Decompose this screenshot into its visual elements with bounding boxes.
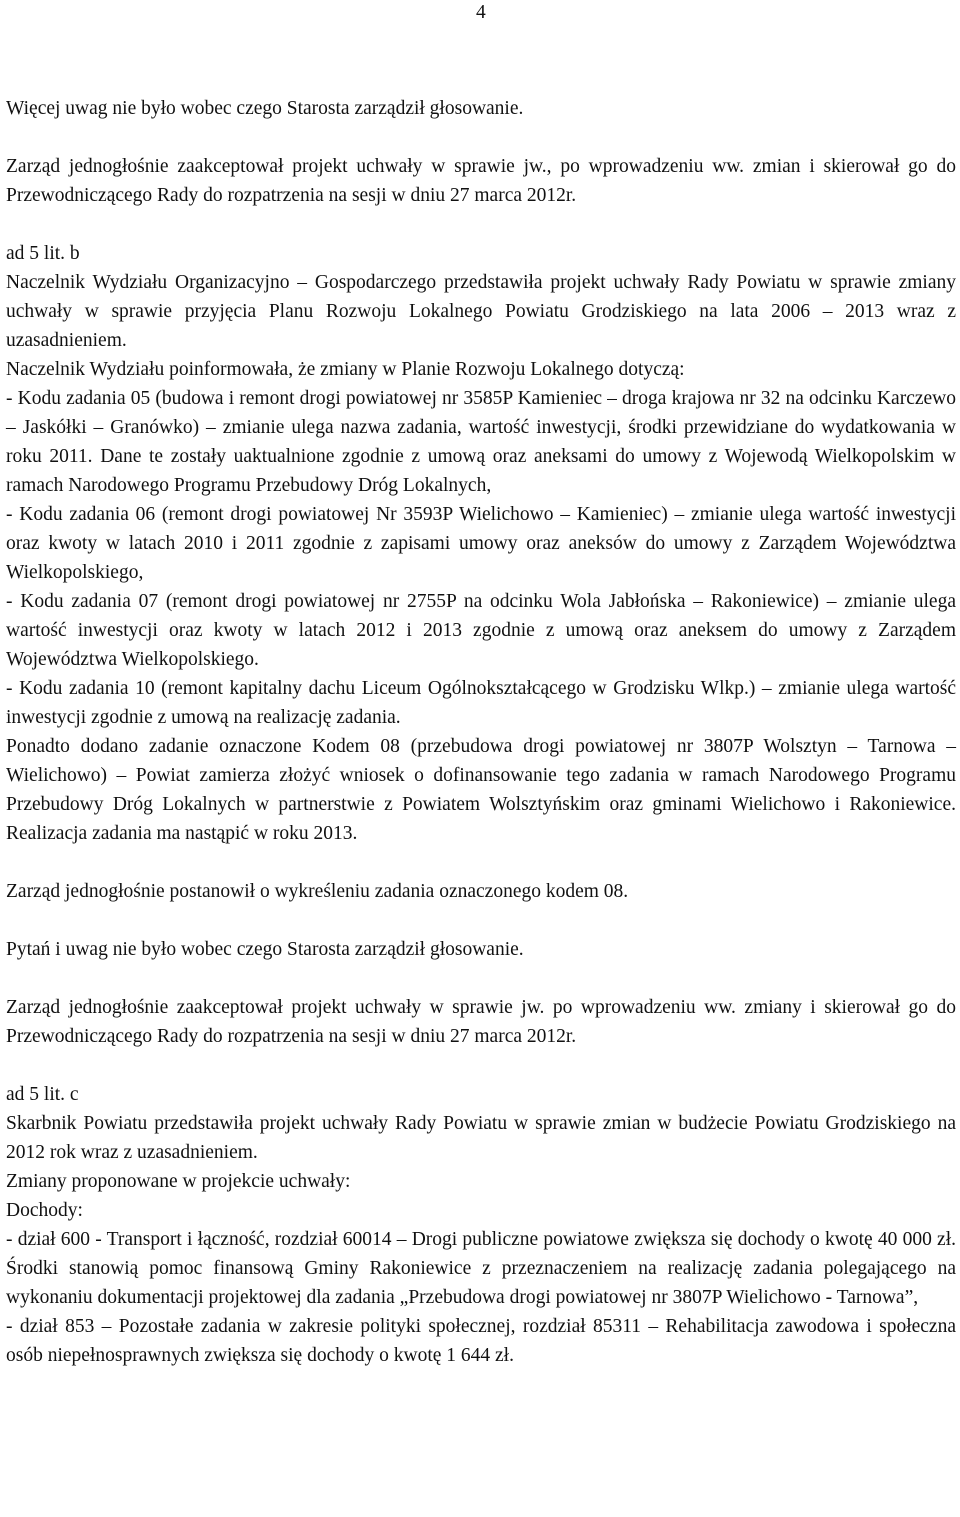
paragraph-section-853: - dział 853 – Pozostałe zadania w zakresie polityki społecznej, rozdział 85311 – Rehabilitacja zawodowa i społeczna osób niepełnosprawnych zwiększa się dochody o kwotę 1 644 zł. xyxy=(6,1316,956,1366)
section-heading-5c: ad 5 lit. c xyxy=(6,1084,79,1105)
paragraph-section-600: - dział 600 - Transport i łączność, rozdział 60014 – Drogi publiczne powiatowe zwiększa się dochody o kwotę 40 000 zł. Środki stanowią pomoc finansową Gminy Rakoniewice z przeznaczeniem na realizację zadania polegającego na wykonaniu dokumentacji projektowej dla zadania „Przebudowa drogi powiatowej nr 3807P Wielichowo - Tarnowa”, xyxy=(6,1229,956,1308)
paragraph-board-decision: Zarząd jednogłośnie zaakceptował projekt uchwały w sprawie jw., po wprowadzeniu ww. zmian i skierował go do Przewodniczącego Rady do rozpatrzenia na sesji w dniu 27 marca 2012r. xyxy=(6,156,956,206)
paragraph-income-label: Dochody: xyxy=(6,1200,83,1221)
paragraph-task-06: - Kodu zadania 06 (remont drogi powiatowej Nr 3593P Wielichowo – Kamieniec) – zmianie ulega wartość inwestycji oraz kwoty w latach 2010 i 2011 zgodnie z zapisami umowy oraz aneksów do umowy z Zarządem Województwa Wielkopolskiego, xyxy=(6,504,956,583)
paragraph-no-questions: Pytań i uwag nie było wobec czego Starosta zarządził głosowanie. xyxy=(6,939,524,960)
paragraph-task-08: Ponadto dodano zadanie oznaczone Kodem 08 (przebudowa drogi powiatowej nr 3807P Wolsztyn – Tarnowa – Wielichowo) – Powiat zamierza złożyć wniosek o dofinansowanie tego zadania w ramach Narodowego Programu Przebudowy Dróg Lokalnych w partnerstwie z Powiatem Wolsztyńskim oraz gminami Wielichowo i Rakoniewice. Realizacja zadania ma nastąpić w roku 2013. xyxy=(6,736,956,844)
document-body xyxy=(6,94,956,1370)
section-heading-5b: ad 5 lit. b xyxy=(6,243,80,264)
paragraph-task-10: - Kodu zadania 10 (remont kapitalny dachu Liceum Ogólnokształcącego w Grodzisku Wlkp.) – zmianie ulega wartość inwestycji zgodnie z umową na realizację zadania. xyxy=(6,678,956,728)
paragraph-budget-intro: Skarbnik Powiatu przedstawiła projekt uchwały Rady Powiatu w sprawie zmian w budżecie Powiatu Grodziskiego na 2012 rok wraz z uzasadnieniem. xyxy=(6,1113,956,1163)
paragraph-plan-intro: Naczelnik Wydziału Organizacyjno – Gospodarczego przedstawiła projekt uchwały Rady Powiatu w sprawie zmiany uchwały w sprawie przyjęcia Planu Rozwoju Lokalnego Powiatu Grodziskiego na lata 2006 – 2013 wraz z uzasadnieniem. xyxy=(6,272,956,351)
paragraph-board-decision-2: Zarząd jednogłośnie zaakceptował projekt uchwały w sprawie jw. po wprowadzeniu ww. zmiany i skierował go do Przewodniczącego Rady do rozpatrzenia na sesji w dniu 27 marca 2012r. xyxy=(6,997,956,1047)
paragraph-task-08-removed: Zarząd jednogłośnie postanowił o wykreśleniu zadania oznaczonego kodem 08. xyxy=(6,881,629,902)
paragraph-task-05: - Kodu zadania 05 (budowa i remont drogi powiatowej nr 3585P Kamieniec – droga krajowa nr 32 na odcinku Karczewo – Jaskółki – Granówko) – zmianie ulega nazwa zadania, wartość inwestycji, środki przewidziane do wydatkowania w roku 2011. Dane te zostały uaktualnione zgodnie z umową oraz aneksami do umowy z Wojewodą Wielkopolskim w ramach Narodowego Programu Przebudowy Dróg Lokalnych, xyxy=(6,388,956,496)
paragraph-task-07: - Kodu zadania 07 (remont drogi powiatowej nr 2755P na odcinku Wola Jabłońska – Rakoniewice) – zmianie ulega wartość inwestycji oraz kwoty w latach 2012 i 2013 zgodnie z umową oraz aneksem do umowy z Zarządem Województwa Wielkopolskiego. xyxy=(6,591,956,670)
page-number: 4 xyxy=(476,2,486,23)
paragraph-proposed-changes: Zmiany proponowane w projekcie uchwały: xyxy=(6,1171,351,1192)
paragraph-no-remarks: Więcej uwag nie było wobec czego Starosta zarządził głosowanie. xyxy=(6,98,524,119)
paragraph-changes-intro: Naczelnik Wydziału poinformowała, że zmiany w Planie Rozwoju Lokalnego dotyczą: xyxy=(6,359,685,380)
